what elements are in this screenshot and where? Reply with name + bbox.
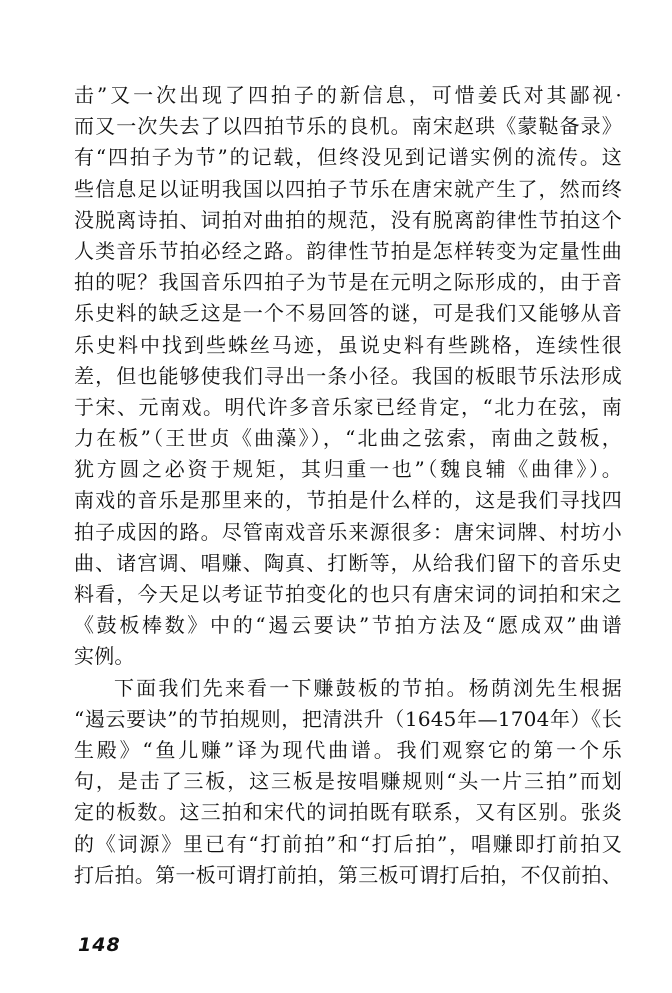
text-line: 而又一次失去了以四拍节乐的良机。南宋赵珙《蒙鞑备录》 (74, 114, 622, 139)
paragraph-1 (74, 80, 622, 673)
paragraph-2 (74, 673, 622, 891)
text-line: 实例。 (74, 644, 135, 669)
text-line: 下面我们先来看一下赚鼓板的节拍。杨荫浏先生根据 (114, 675, 622, 700)
text-line: 生殿》“鱼儿赚”译为现代曲谱。我们观察它的第一个乐 (74, 737, 622, 762)
text-line: 有“四拍子为节”的记载，但终没见到记谱实例的流传。这 (74, 145, 622, 170)
text-line: 南戏的音乐是那里来的，节拍是什么样的，这是我们寻找四 (74, 488, 622, 513)
text-line: 乐史料中找到些蛛丝马迹，虽说史料有些跳格，连续性很 (74, 332, 622, 357)
text-line: 些信息足以证明我国以四拍子节乐在唐宋就产生了，然而终 (74, 176, 622, 201)
text-line: 力在板”（王世贞《曲藻》），“北曲之弦索，南曲之鼓板， (74, 426, 622, 451)
text-line: 差，但也能够使我们寻出一条小径。我国的板眼节乐法形成 (74, 363, 622, 388)
text-line: 没脱离诗拍、词拍对曲拍的规范，没有脱离韵律性节拍这个 (74, 207, 622, 232)
text-line: 定的板数。这三拍和宋代的词拍既有联系，又有区别。张炎 (74, 800, 622, 825)
page-number: 148 (78, 934, 121, 956)
text-line: 打后拍。第一板可谓打前拍，第三板可谓打后拍，不仅前拍、 (74, 862, 622, 887)
text-line: 料看，今天足以考证节拍变化的也只有唐宋词的词拍和宋之 (74, 582, 622, 606)
text-line: 句，是击了三板，这三板是按唱赚规则“头一片三拍”而划 (74, 769, 622, 794)
text-line: 击”又一次出现了四拍子的新信息，可惜姜氏对其鄙视· (74, 83, 622, 107)
text-line: 犹方圆之必资于规矩，其归重一也”（魏良辅《曲律》）。 (74, 457, 622, 482)
body-text (74, 80, 622, 891)
text-line: 拍子成因的路。尽管南戏音乐来源很多：唐宋词牌、村坊小 (74, 519, 622, 544)
text-line: 的《词源》里已有“打前拍”和“打后拍”，唱赚即打前拍又 (74, 831, 622, 856)
text-line: 《鼓板棒数》中的“遏云要诀”节拍方法及“愿成双”曲谱 (74, 613, 622, 638)
text-line: “遏云要诀”的节拍规则，把清洪升（1645年—1704年）《长 (74, 706, 622, 731)
text-line: 人类音乐节拍必经之路。韵律性节拍是怎样转变为定量性曲 (74, 238, 622, 263)
text-line: 拍的呢？我国音乐四拍子为节是在元明之际形成的，由于音 (74, 270, 622, 295)
text-line: 于宋、元南戏。明代许多音乐家已经肯定，“北力在弦，南 (74, 394, 622, 419)
text-line: 曲、诸宫调、唱赚、陶真、打断等，从给我们留下的音乐史 (74, 550, 622, 575)
text-line: 乐史料的缺乏这是一个不易回答的谜，可是我们又能够从音 (74, 301, 622, 326)
